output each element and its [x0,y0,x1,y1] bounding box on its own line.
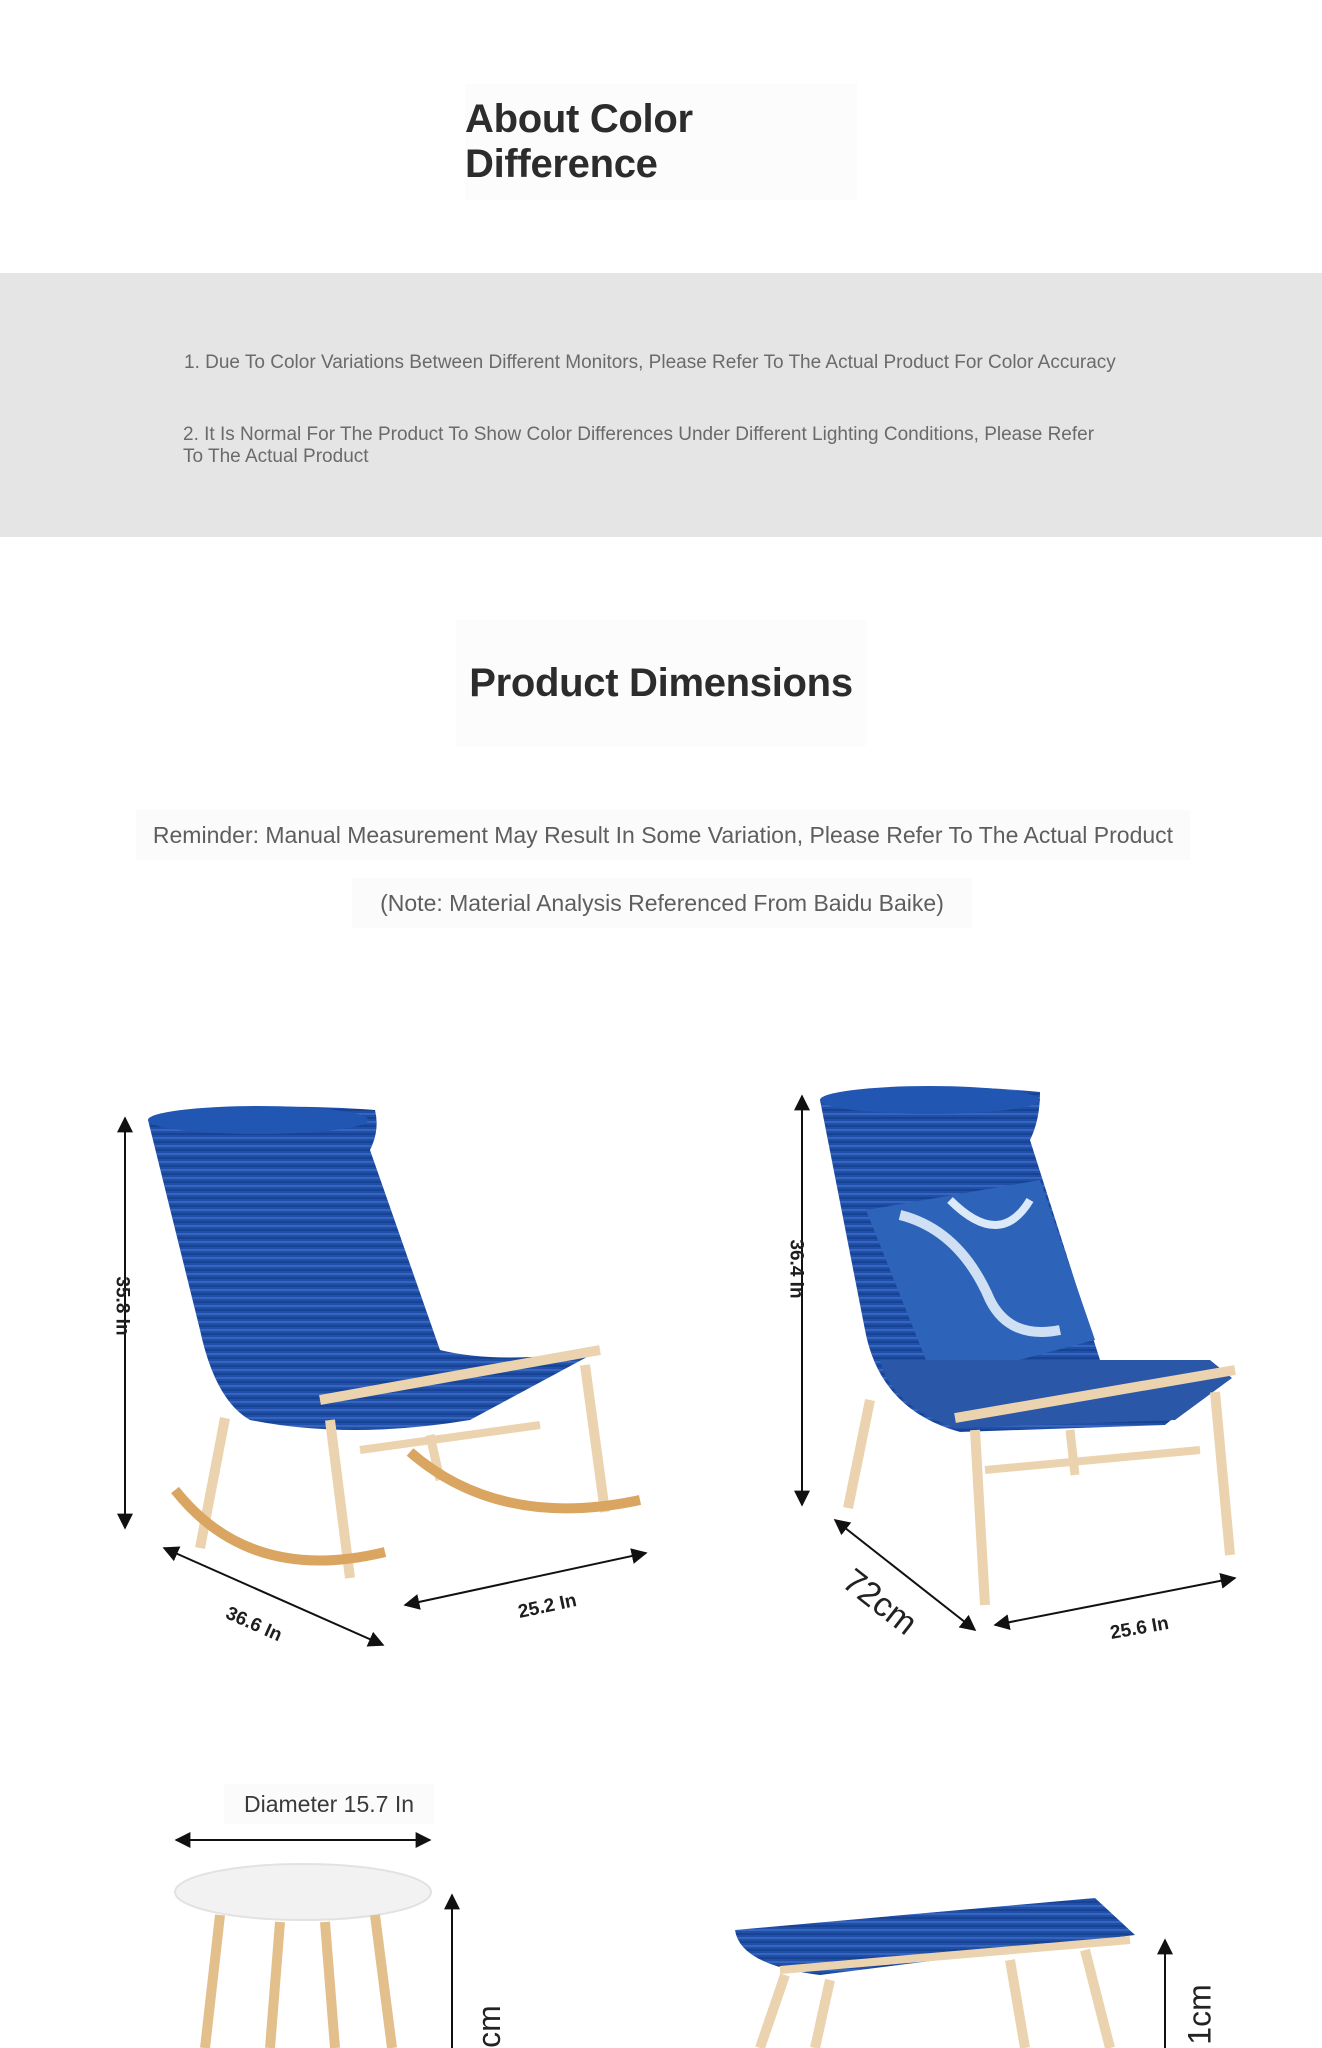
side-table-diameter-label: Diameter 15.7 In [224,1784,434,1824]
color-note-2: 2. It Is Normal For The Product To Show Color Differences Under Different Lighting Conditions, Please Refer To The Actual Product [183,424,1095,467]
footstool-illustration [735,1898,1165,2048]
product-dimensions-title: Product Dimensions [469,660,853,705]
footstool-height-label: 1cm [1181,1984,1218,2045]
lounge-chair-depth-label: 72cm [835,1561,925,1643]
side-table-illustration [175,1840,452,2048]
rocking-chair-depth-label: 36.6 In [222,1602,286,1647]
color-note-1: 1. Due To Color Variations Between Different Monitors, Please Refer To The Actual Product For Color Accuracy [184,352,1116,373]
lounge-chair-illustration [802,1086,1235,1630]
measurement-reminder: Reminder: Manual Measurement May Result In Some Variation, Please Refer To The Actual Product [136,810,1190,860]
about-color-difference-title: About Color Difference [465,97,693,186]
material-note: (Note: Material Analysis Referenced From Baidu Baike) [352,878,972,928]
rocking-chair-illustration [125,1106,646,1645]
rocking-chair-height-label: 35.8 In [111,1276,133,1336]
lounge-chair-width-label: 25.6 In [1108,1613,1171,1644]
lounge-chair-height-label: 36.4 In [785,1239,807,1299]
side-table-height-label: cm [470,2005,507,2048]
rocking-chair-width-label: 25.2 In [516,1590,579,1623]
